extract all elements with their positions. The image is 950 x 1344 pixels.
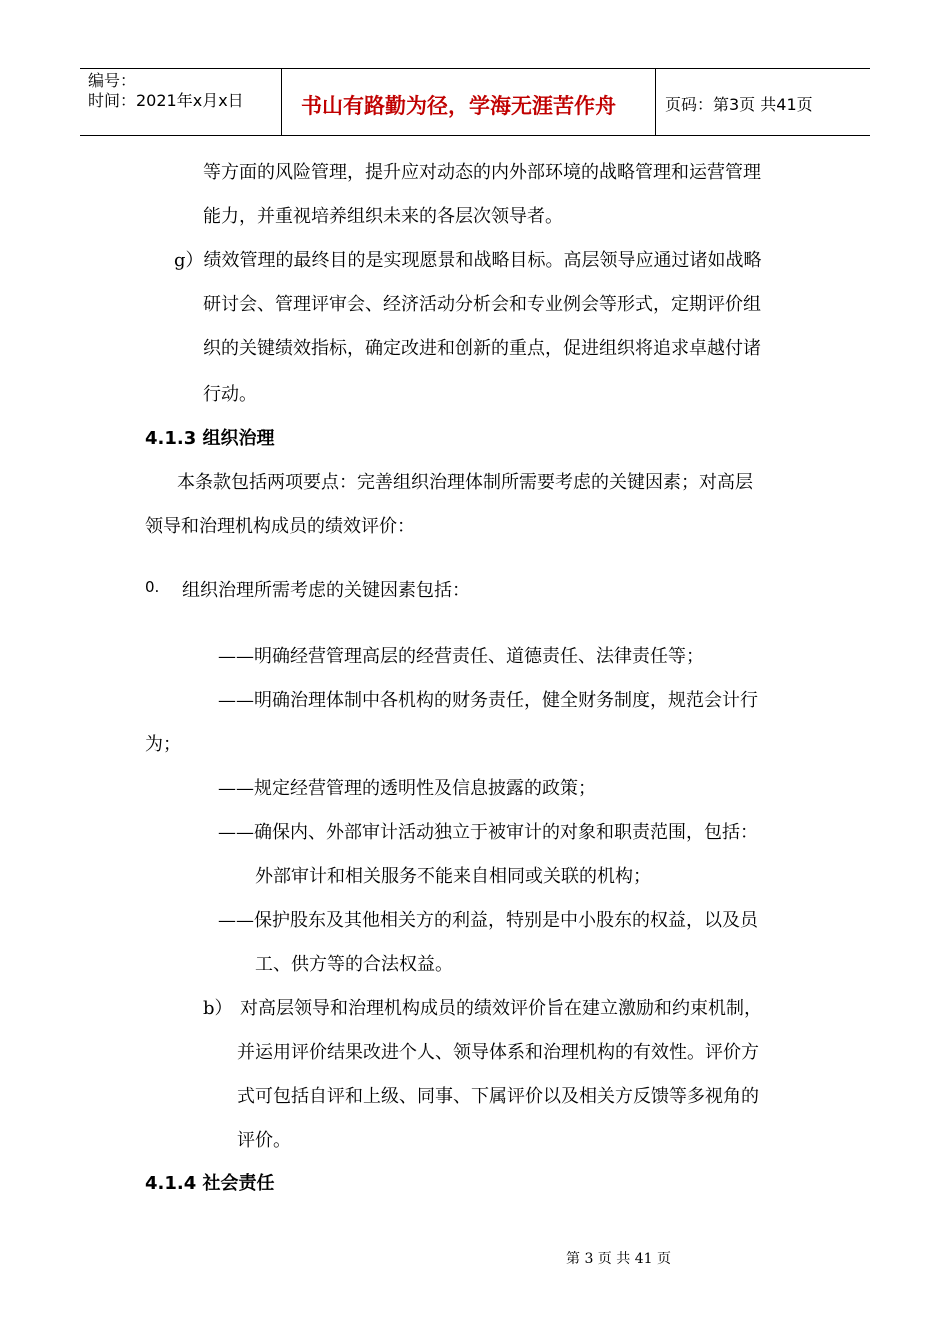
body-line: 能力，并重视培养组织未来的各层次领导者。	[203, 206, 563, 227]
header-motto: 书山有路勤为径，学海无涯苦作舟	[301, 94, 616, 118]
list-marker: b）	[203, 998, 233, 1019]
body-line: ——明确治理体制中各机构的财务责任，健全财务制度，规范会计行	[218, 690, 758, 711]
body-line: 外部审计和相关服务不能来自相同或关联的机构；	[255, 866, 651, 887]
body-line: ——规定经营管理的透明性及信息披露的政策；	[218, 778, 596, 799]
body-line: 并运用评价结果改进个人、领导体系和治理机构的有效性。评价方	[237, 1042, 759, 1063]
header-top-rule	[80, 68, 870, 69]
body-line: ——确保内、外部审计活动独立于被审计的对象和职责范围，包括：	[218, 822, 758, 843]
header-bottom-rule	[80, 135, 870, 136]
header-time-label: 时间：2021年x月x日	[88, 91, 244, 110]
body-line: 织的关键绩效指标，确定改进和创新的重点，促进组织将追求卓越付诸	[203, 338, 761, 359]
body-line: 为；	[145, 734, 181, 755]
header-page-label: 页码：第3页 共41页	[665, 95, 813, 114]
body-line: g）绩效管理的最终目的是实现愿景和战略目标。高层领导应通过诸如战略	[174, 250, 762, 271]
list-marker: 0.	[145, 578, 160, 596]
body-line: 行动。	[203, 384, 257, 405]
body-line: 研讨会、管理评审会、经济活动分析会和专业例会等形式，定期评价组	[203, 294, 761, 315]
body-line: ——保护股东及其他相关方的利益，特别是中小股东的权益，以及员	[218, 910, 758, 931]
footer-page-number: 第 3 页 共 41 页	[566, 1251, 671, 1267]
body-line: 式可包括自评和上级、同事、下属评价以及相关方反馈等多视角的	[237, 1086, 759, 1107]
body-line: 评价。	[237, 1130, 291, 1151]
body-line: 本条款包括两项要点：完善组织治理体制所需要考虑的关键因素；对高层	[177, 472, 753, 493]
header-number-label: 编号：	[88, 71, 137, 90]
section-heading: 4.1.4 社会责任	[145, 1173, 275, 1194]
body-line: 对高层领导和治理机构成员的绩效评价旨在建立激励和约束机制，	[240, 998, 762, 1019]
body-line: 领导和治理机构成员的绩效评价：	[145, 516, 415, 537]
section-heading: 4.1.3 组织治理	[145, 428, 275, 449]
body-line: 等方面的风险管理，提升应对动态的内外部环境的战略管理和运营管理	[203, 162, 761, 183]
header-divider-left	[281, 68, 282, 136]
body-line: 组织治理所需考虑的关键因素包括：	[182, 580, 470, 601]
header-divider-right	[655, 68, 656, 136]
body-line: ——明确经营管理高层的经营责任、道德责任、法律责任等；	[218, 646, 704, 667]
body-line: 工、供方等的合法权益。	[255, 954, 453, 975]
